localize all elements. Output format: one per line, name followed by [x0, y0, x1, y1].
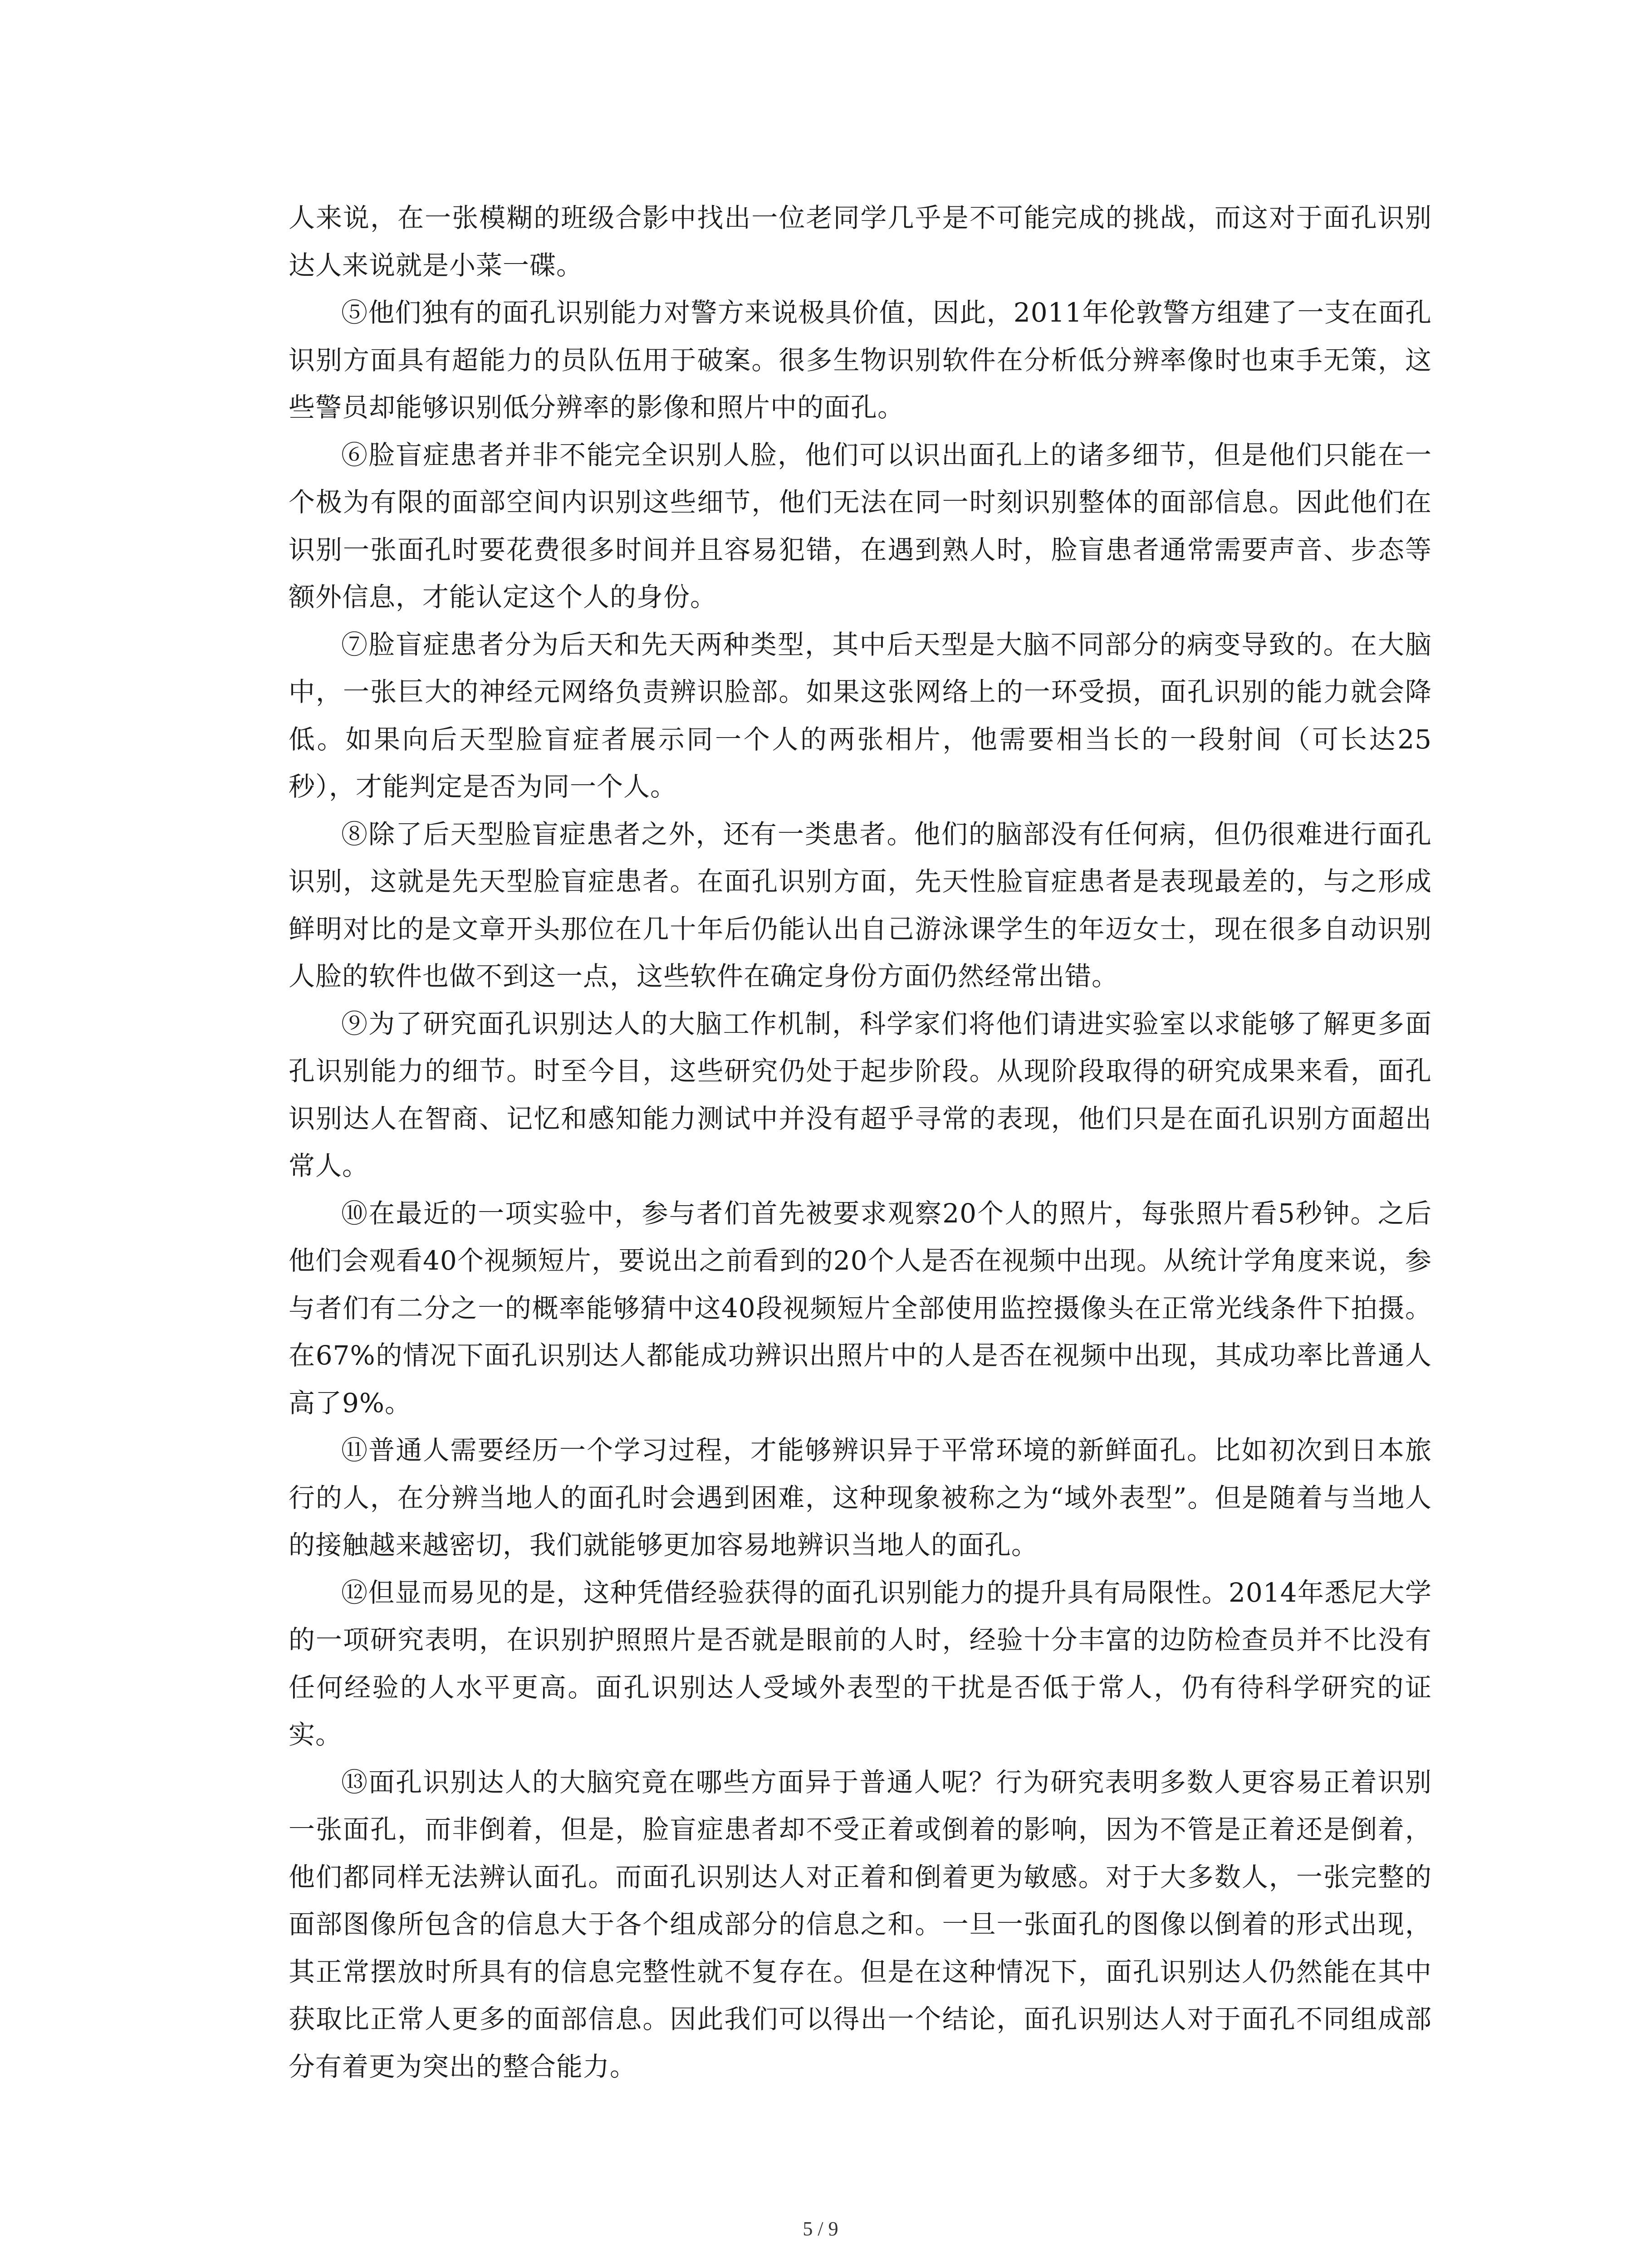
page-number: 5 / 9 [803, 2218, 838, 2240]
paragraph-5: ⑤他们独有的面孔识别能力对警方来说极具价值，因此，2011年伦敦警方组建了一支在面孔识别方面具有超能力的员队伍用于破案。很多生物识别软件在分析低分辨率像时也束手无策，这些警员却能够识别低分辨率的影像和照片中的面孔。 [289, 297, 1432, 423]
paragraph-10: ⑩在最近的一项实验中，参与者们首先被要求观察20个人的照片，每张照片看5秒钟。之后他们会观看40个视频短片，要说出之前看到的20个人是否在视频中出现。从统计学角度来说，参与者们有二分之一的概率能够猜中这40段视频短片全部使用监控摄像头在正常光线条件下拍摄。在67%的情况下面孔识别达人都能成功辨识出照片中的人是否在视频中出现，其成功率比普通人高了9%。 [289, 1198, 1432, 1418]
paragraph-8: ⑧除了后天型脸盲症患者之外，还有一类患者。他们的脑部没有任何病，但仍很难进行面孔识别，这就是先天型脸盲症患者。在面孔识别方面，先天性脸盲症患者是表现最差的，与之形成鲜明对比的是文章开头那位在几十年后仍能认出自己游泳课学生的年迈女士，现在很多自动识别人脸的软件也做不到这一点，这些软件在确定身份方面仍然经常出错。 [289, 818, 1432, 992]
paragraph-12: ⑫但显而易见的是，这种凭借经验获得的面孔识别能力的提升具有局限性。2014年悉尼大学的一项研究表明，在识别护照照片是否就是眼前的人时，经验十分丰富的边防检查员并不比没有任何经验的人水平更高。面孔识别达人受域外表型的干扰是否低于常人，仍有待科学研究的证实。 [289, 1577, 1432, 1750]
paragraph-7: ⑦脸盲症患者分为后天和先天两种类型，其中后天型是大脑不同部分的病变导致的。在大脑中，一张巨大的神经元网络负责辨识脸部。如果这张网络上的一环受损，面孔识别的能力就会降低。如果向后天型脸盲症者展示同一个人的两张相片，他需要相当长的一段射间（可长达25秒），才能判定是否为同一个人。 [289, 629, 1432, 802]
document-body [289, 194, 1432, 2090]
paragraph-6: ⑥脸盲症患者并非不能完全识别人脸，他们可以识出面孔上的诸多细节，但是他们只能在一个极为有限的面部空间内识别这些细节，他们无法在同一时刻识别整体的面部信息。因此他们在识别一张面孔时要花费很多时间并且容易犯错，在遇到熟人时，脸盲患者通常需要声音、步态等额外信息，才能认定这个人的身份。 [289, 439, 1432, 612]
paragraph-continued: 人来说，在一张模糊的班级合影中找出一位老同学几乎是不可能完成的挑战，而这对于面孔识别达人来说就是小菜一碟。 [289, 202, 1432, 281]
paragraph-13: ⑬面孔识别达人的大脑究竟在哪些方面异于普通人呢？行为研究表明多数人更容易正着识别一张面孔，而非倒着，但是，脸盲症患者却不受正着或倒着的影响，因为不管是正着还是倒着，他们都同样无法辨认面孔。而面孔识别达人对正着和倒着更为敏感。对于大多数人，一张完整的面部图像所包含的信息大于各个组成部分的信息之和。一旦一张面孔的图像以倒着的形式出现，其正常摆放时所具有的信息完整性就不复存在。但是在这种情况下，面孔识别达人仍然能在其中获取比正常人更多的面部信息。因此我们可以得出一个结论，面孔识别达人对于面孔不同组成部分有着更为突出的整合能力。 [289, 1766, 1432, 2082]
paragraph-9: ⑨为了研究面孔识别达人的大脑工作机制，科学家们将他们请进实验室以求能够了解更多面孔识别能力的细节。时至今目，这些研究仍处于起步阶段。从现阶段取得的研究成果来看，面孔识别达人在智商、记忆和感知能力测试中并没有超乎寻常的表现，他们只是在面孔识别方面超出常人。 [289, 1008, 1432, 1181]
paragraph-11: ⑪普通人需要经历一个学习过程，才能够辨识异于平常环境的新鲜面孔。比如初次到日本旅行的人，在分辨当地人的面孔时会遇到困难，这种现象被称之为“域外表型”。但是随着与当地人的接触越来越密切，我们就能够更加容易地辨识当地人的面孔。 [289, 1435, 1432, 1560]
